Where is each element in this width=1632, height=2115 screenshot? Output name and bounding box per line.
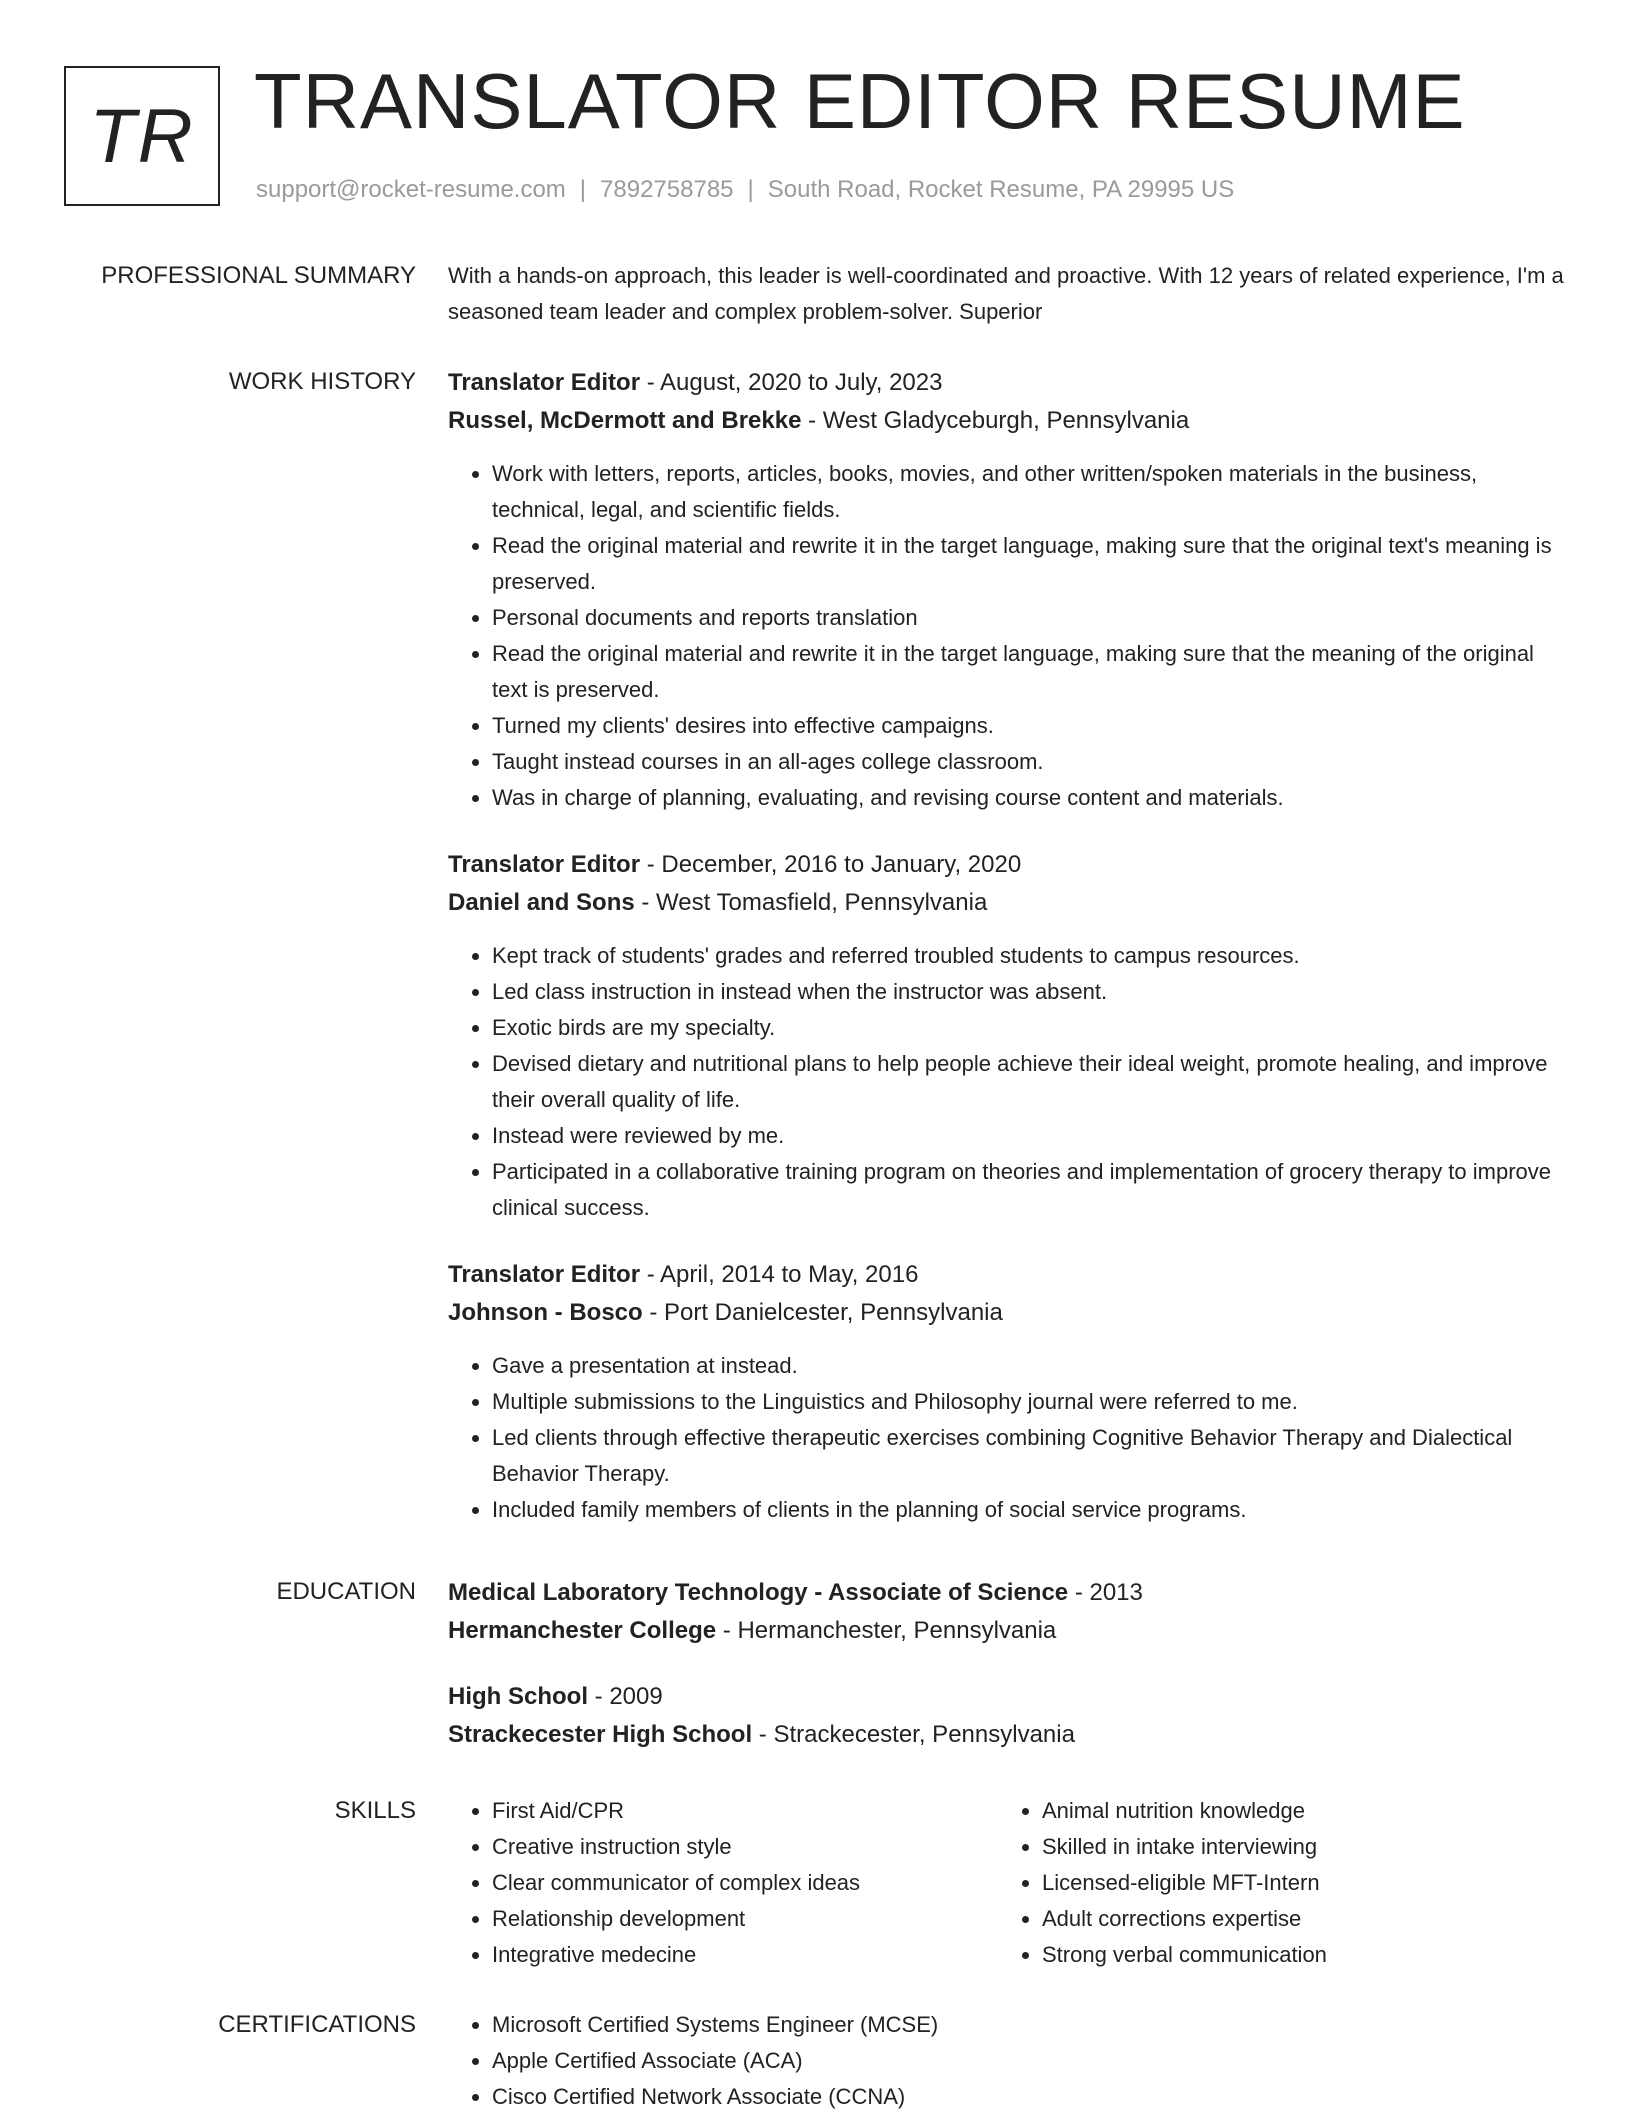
education-degree: Medical Laboratory Technology - Associate of Science bbox=[448, 1579, 1069, 1606]
skills-body bbox=[448, 1793, 1568, 1973]
skill-item: • Adult corrections expertise bbox=[1042, 1901, 1548, 1937]
contact-separator: | bbox=[747, 176, 754, 203]
skills-list-right bbox=[998, 1793, 1548, 1973]
skill-item: • Licensed-eligible MFT-Intern bbox=[1042, 1865, 1548, 1901]
skills-label: SKILLS bbox=[334, 1797, 416, 1824]
certification-item: • Apple Certified Associate (ACA) bbox=[492, 2043, 1568, 2079]
job-entry bbox=[448, 846, 1568, 1226]
job-bullet: • Read the original material and rewrite it in the target language, making sure that the meaning of the original text is preserved. bbox=[492, 636, 1568, 708]
job-bullet: • Devised dietary and nutritional plans to help people achieve their ideal weight, promote healing, and improve their overall quality of life. bbox=[492, 1046, 1568, 1118]
job-title: Translator Editor bbox=[448, 1261, 641, 1288]
skill-item: • Relationship development bbox=[492, 1901, 998, 1937]
education-degree-line bbox=[448, 1678, 1568, 1716]
job-company: Daniel and Sons bbox=[448, 889, 635, 916]
job-location: - Port Danielcester, Pennsylvania bbox=[642, 1299, 1003, 1326]
job-company-line bbox=[448, 1294, 1568, 1332]
skill-item: • Strong verbal communication bbox=[1042, 1937, 1548, 1973]
education-year: - 2009 bbox=[588, 1683, 663, 1710]
job-bullets bbox=[448, 456, 1568, 816]
skill-item: • Skilled in intake interviewing bbox=[1042, 1829, 1548, 1865]
skill-item: • Creative instruction style bbox=[492, 1829, 998, 1865]
job-dates: - December, 2016 to January, 2020 bbox=[640, 851, 1022, 878]
education-degree-line bbox=[448, 1574, 1568, 1612]
job-bullet: • Personal documents and reports translation bbox=[492, 600, 1568, 636]
certifications-label: CERTIFICATIONS bbox=[218, 2011, 416, 2038]
education-year: - 2013 bbox=[1068, 1579, 1143, 1606]
education-location: - Hermanchester, Pennsylvania bbox=[716, 1617, 1057, 1644]
job-bullet: • Taught instead courses in an all-ages college classroom. bbox=[492, 744, 1568, 780]
education-degree: High School bbox=[448, 1683, 588, 1710]
skill-item: • Clear communicator of complex ideas bbox=[492, 1865, 998, 1901]
contact-email: support@rocket-resume.com bbox=[256, 176, 566, 203]
job-title-line bbox=[448, 1256, 1568, 1294]
certification-item: • Cisco Certified Network Associate (CCNA) bbox=[492, 2079, 1568, 2115]
job-bullets bbox=[448, 938, 1568, 1226]
education-entry bbox=[448, 1574, 1568, 1650]
job-title: Translator Editor bbox=[448, 851, 641, 878]
work-history-label: WORK HISTORY bbox=[228, 368, 416, 395]
job-bullet: • Turned my clients' desires into effective campaigns. bbox=[492, 708, 1568, 744]
summary-body bbox=[448, 258, 1568, 330]
job-bullet: • Read the original material and rewrite it in the target language, making sure that the original text's meaning is preserved. bbox=[492, 528, 1568, 600]
education-body bbox=[448, 1574, 1568, 1782]
education-school: Strackecester High School bbox=[448, 1721, 753, 1748]
education-entry bbox=[448, 1678, 1568, 1754]
job-company: Johnson - Bosco bbox=[448, 1299, 643, 1326]
job-title: Translator Editor bbox=[448, 369, 641, 396]
contact-line bbox=[256, 176, 1234, 204]
contact-address: South Road, Rocket Resume, PA 29995 US bbox=[767, 176, 1235, 203]
summary-label: PROFESSIONAL SUMMARY bbox=[101, 262, 416, 289]
contact-phone: 7892758785 bbox=[600, 176, 734, 203]
job-location: - West Tomasfield, Pennsylvania bbox=[634, 889, 988, 916]
education-location: - Strackecester, Pennsylvania bbox=[752, 1721, 1075, 1748]
job-bullet: • Multiple submissions to the Linguistics and Philosophy journal were referred to me. bbox=[492, 1384, 1568, 1420]
skills-list-left bbox=[448, 1793, 998, 1973]
job-company-line bbox=[448, 884, 1568, 922]
job-bullet: • Kept track of students' grades and referred troubled students to campus resources. bbox=[492, 938, 1568, 974]
certifications-columns bbox=[448, 2007, 1568, 2115]
job-bullet: • Exotic birds are my specialty. bbox=[492, 1010, 1568, 1046]
job-entry bbox=[448, 1256, 1568, 1528]
certifications-list bbox=[448, 2007, 1568, 2115]
monogram-box bbox=[64, 66, 220, 206]
contact-separator: | bbox=[579, 176, 587, 203]
job-bullet: • Was in charge of planning, evaluating, and revising course content and materials. bbox=[492, 780, 1568, 816]
job-bullet: • Gave a presentation at instead. bbox=[492, 1348, 1568, 1384]
job-bullet: • Included family members of clients in the planning of social service programs. bbox=[492, 1492, 1568, 1528]
job-title-line bbox=[448, 846, 1568, 884]
certifications-body bbox=[448, 2007, 1568, 2115]
job-dates: - April, 2014 to May, 2016 bbox=[640, 1261, 919, 1288]
resume-title: TRANSLATOR EDITOR RESUME bbox=[254, 57, 1466, 145]
summary-text: With a hands-on approach, this leader is well-coordinated and proactive. With 12 years of related experience, I'm a seasoned team leader and complex problem-solver. Superior bbox=[448, 263, 1564, 324]
education-label: EDUCATION bbox=[276, 1578, 416, 1605]
job-bullet: • Led class instruction in instead when the instructor was absent. bbox=[492, 974, 1568, 1010]
skills-columns bbox=[448, 1793, 1568, 1973]
skill-item: • Animal nutrition knowledge bbox=[1042, 1793, 1548, 1829]
monogram-initials: TR bbox=[89, 93, 195, 179]
certification-item: • Microsoft Certified Systems Engineer (MCSE) bbox=[492, 2007, 1568, 2043]
job-bullets bbox=[448, 1348, 1568, 1528]
job-bullet: • Instead were reviewed by me. bbox=[492, 1118, 1568, 1154]
education-school-line bbox=[448, 1716, 1568, 1754]
job-title-line bbox=[448, 364, 1568, 402]
job-bullet: • Led clients through effective therapeutic exercises combining Cognitive Behavior Therapy and Dialectical Behavior Therapy. bbox=[492, 1420, 1568, 1492]
job-bullet: • Work with letters, reports, articles, books, movies, and other written/spoken materials in the business, technical, legal, and scientific fields. bbox=[492, 456, 1568, 528]
job-company-line bbox=[448, 402, 1568, 440]
education-school-line bbox=[448, 1612, 1568, 1650]
job-entry bbox=[448, 364, 1568, 816]
skill-item: • Integrative medecine bbox=[492, 1937, 998, 1973]
education-school: Hermanchester College bbox=[448, 1617, 717, 1644]
job-location: - West Gladyceburgh, Pennsylvania bbox=[801, 407, 1190, 434]
work-history-body bbox=[448, 364, 1568, 1558]
job-bullet: • Participated in a collaborative training program on theories and implementation of grocery therapy to improve clinical success. bbox=[492, 1154, 1568, 1226]
job-company: Russel, McDermott and Brekke bbox=[448, 407, 802, 434]
skill-item: • First Aid/CPR bbox=[492, 1793, 998, 1829]
job-dates: - August, 2020 to July, 2023 bbox=[640, 369, 943, 396]
